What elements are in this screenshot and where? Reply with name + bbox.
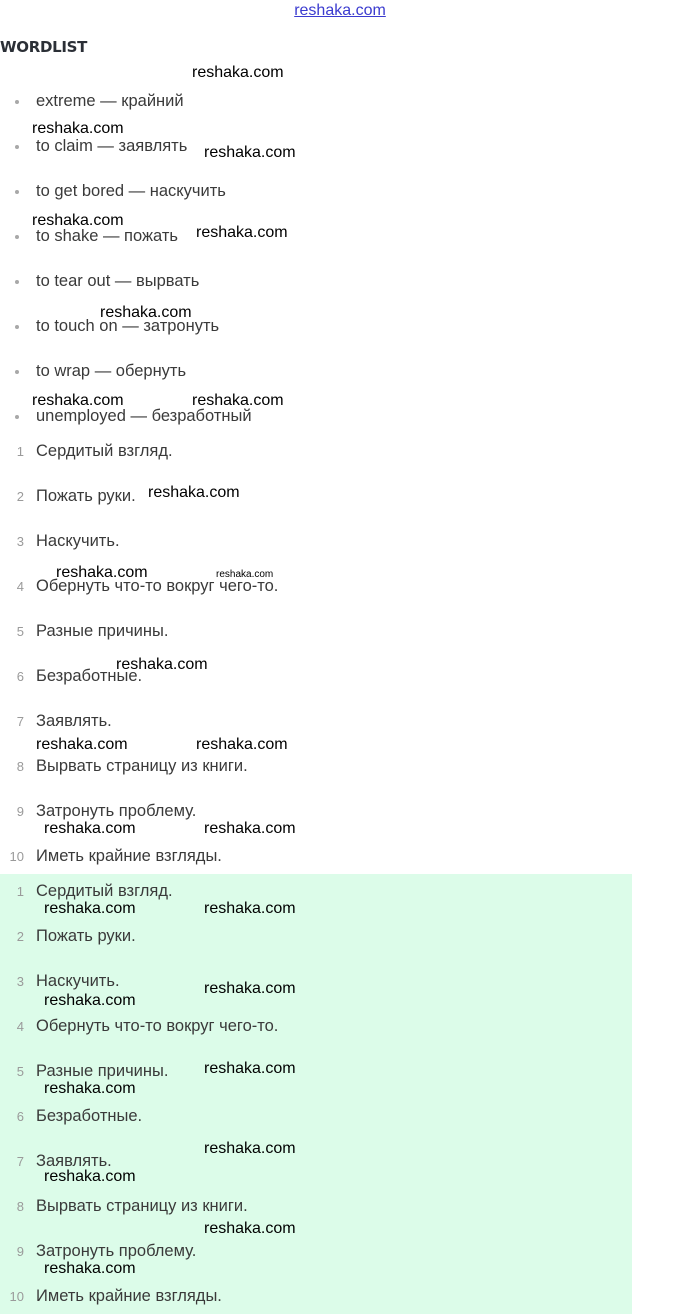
- item-number: 10: [9, 1289, 24, 1304]
- bullet-icon: [15, 235, 19, 239]
- watermark: reshaka.com: [196, 736, 288, 753]
- item-text: Разные причины.: [36, 1062, 169, 1080]
- watermark: reshaka.com: [216, 569, 274, 580]
- watermark: reshaka.com: [116, 656, 208, 673]
- wordlist-entry: to claim — заявлять: [36, 137, 188, 155]
- item-text: Вырвать страницу из книги.: [36, 1197, 248, 1215]
- item-text: Безработные.: [36, 1107, 143, 1125]
- wordlist-entry: extreme — крайний: [36, 92, 184, 110]
- watermark: reshaka.com: [44, 900, 136, 917]
- item-text: Затронуть проблему.: [36, 802, 197, 820]
- item-text: Вырвать страницу из книги.: [36, 757, 248, 775]
- item-text: Обернуть что-то вокруг чего-то.: [36, 1017, 279, 1035]
- item-text: Наскучить.: [36, 972, 120, 990]
- watermark: reshaka.com: [56, 564, 148, 581]
- wordlist-entry: to tear out — вырвать: [36, 272, 200, 290]
- watermark: reshaka.com: [32, 212, 124, 229]
- bullet-icon: [15, 415, 19, 419]
- item-number: 3: [16, 534, 24, 549]
- watermark: reshaka.com: [192, 64, 284, 81]
- watermark: reshaka.com: [44, 820, 136, 837]
- watermark: reshaka.com: [204, 900, 296, 917]
- watermark: reshaka.com: [36, 736, 128, 753]
- wordlist-heading: WORDLIST: [0, 38, 88, 56]
- item-number: 4: [16, 579, 24, 594]
- wordlist-entry: to wrap — обернуть: [36, 362, 187, 380]
- watermark: reshaka.com: [196, 224, 288, 241]
- watermark: reshaka.com: [100, 304, 192, 321]
- item-text: Иметь крайние взгляды.: [36, 1287, 222, 1305]
- bullet-icon: [15, 325, 19, 329]
- item-number: 2: [16, 929, 24, 944]
- item-number: 1: [16, 884, 24, 899]
- bullet-icon: [15, 370, 19, 374]
- watermark: reshaka.com: [32, 392, 124, 409]
- item-number: 9: [16, 804, 24, 819]
- item-number: 8: [16, 1199, 24, 1214]
- item-text: Обернуть что-то вокруг чего-то.: [36, 577, 279, 595]
- item-number: 6: [16, 669, 24, 684]
- item-number: 4: [16, 1019, 24, 1034]
- watermark: reshaka.com: [204, 820, 296, 837]
- wordlist-entry: to touch on — затронуть: [36, 317, 220, 335]
- item-number: 7: [16, 714, 24, 729]
- watermark: reshaka.com: [204, 1060, 296, 1077]
- watermark: reshaka.com: [204, 1220, 296, 1237]
- watermark: reshaka.com: [204, 980, 296, 997]
- item-number: 5: [16, 1064, 24, 1079]
- item-text: Разные причины.: [36, 622, 169, 640]
- wordlist-entry: to get bored — наскучить: [36, 182, 226, 200]
- wordlist-entry: to shake — пожать: [36, 227, 178, 245]
- item-text: Безработные.: [36, 667, 143, 685]
- watermark: reshaka.com: [44, 992, 136, 1009]
- watermark: reshaka.com: [148, 484, 240, 501]
- item-text: Пожать руки.: [36, 927, 136, 945]
- wordlist-entry: unemployed — безработный: [36, 407, 252, 425]
- watermark: reshaka.com: [44, 1080, 136, 1097]
- item-text: Сердитый взгляд.: [36, 442, 173, 460]
- item-number: 7: [16, 1154, 24, 1169]
- watermark: reshaka.com: [192, 392, 284, 409]
- watermark: reshaka.com: [44, 1168, 136, 1185]
- bullet-icon: [15, 145, 19, 149]
- item-text: Сердитый взгляд.: [36, 882, 173, 900]
- watermark: reshaka.com: [204, 1140, 296, 1157]
- item-text: Заявлять.: [36, 712, 112, 730]
- item-text: Заявлять.: [36, 1152, 112, 1170]
- item-text: Пожать руки.: [36, 487, 136, 505]
- item-number: 6: [16, 1109, 24, 1124]
- bullet-icon: [15, 190, 19, 194]
- item-number: 10: [9, 849, 24, 864]
- item-number: 3: [16, 974, 24, 989]
- item-number: 8: [16, 759, 24, 774]
- site-link[interactable]: reshaka.com: [294, 2, 386, 19]
- item-number: 2: [16, 489, 24, 504]
- item-number: 9: [16, 1244, 24, 1259]
- item-text: Затронуть проблему.: [36, 1242, 197, 1260]
- item-text: Иметь крайние взгляды.: [36, 847, 222, 865]
- item-text: Наскучить.: [36, 532, 120, 550]
- watermark: reshaka.com: [204, 144, 296, 161]
- item-number: 5: [16, 624, 24, 639]
- watermark: reshaka.com: [44, 1260, 136, 1277]
- watermark: reshaka.com: [32, 120, 124, 137]
- bullet-icon: [15, 100, 19, 104]
- bullet-icon: [15, 280, 19, 284]
- item-number: 1: [16, 444, 24, 459]
